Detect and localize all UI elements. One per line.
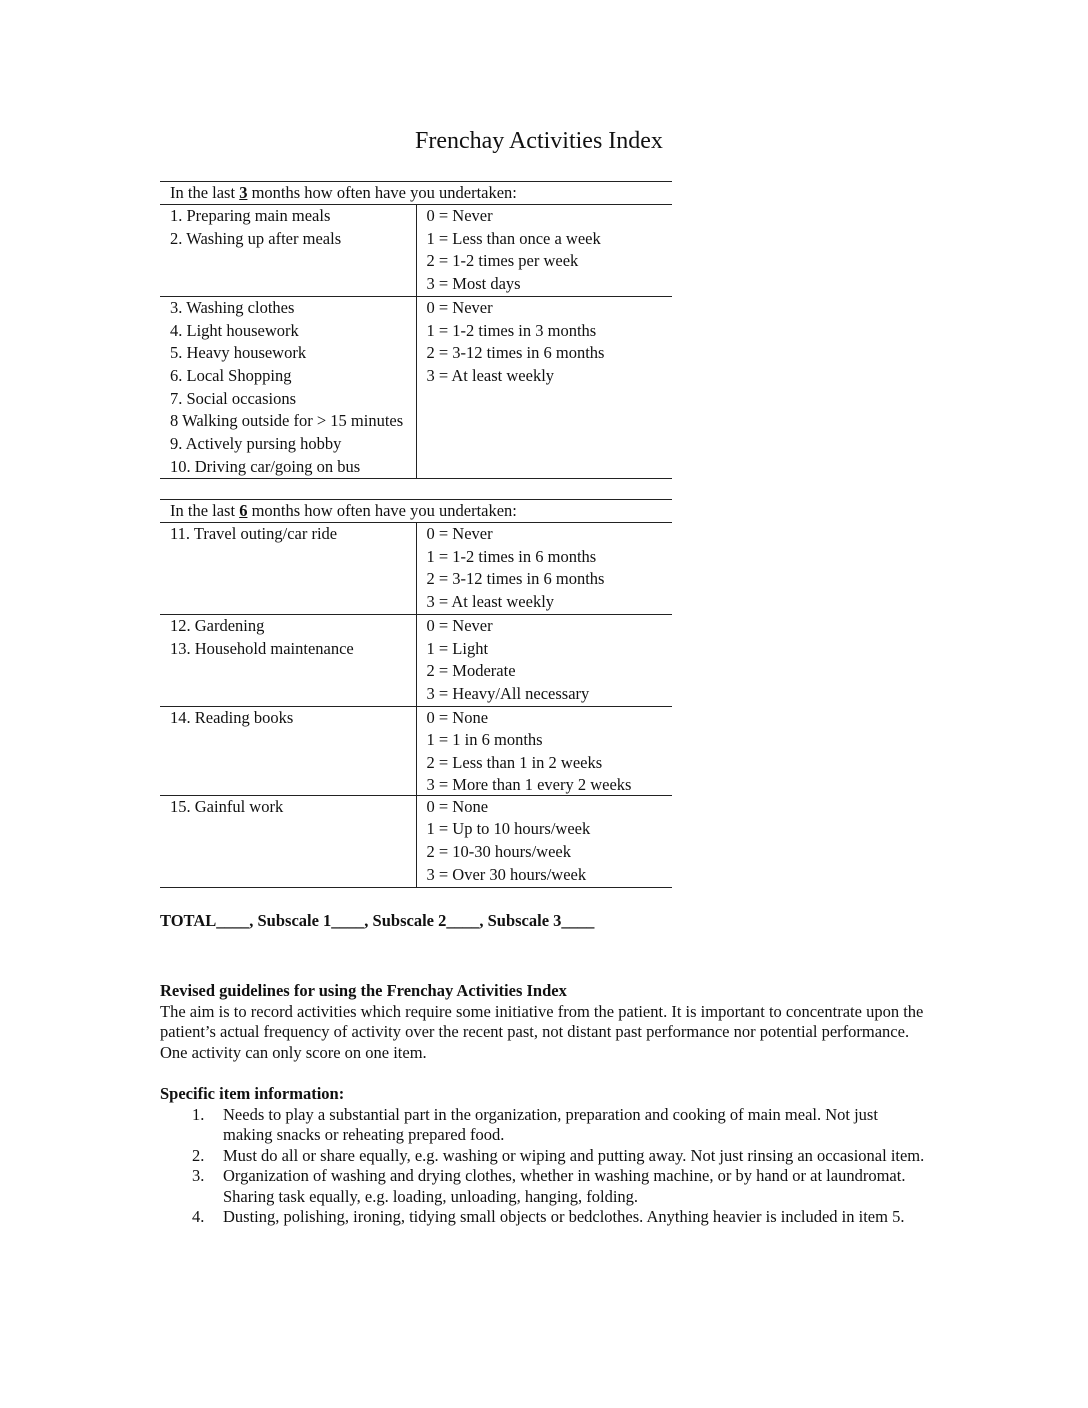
scale-option: 2 = 3-12 times in 6 months: [426, 569, 605, 589]
list-item: [160, 1207, 930, 1228]
list-item-text: Dusting, polishing, ironing, tidying small objects or bedclothes. Anything heavier is included in item 5.: [223, 1207, 905, 1226]
scale-cell: [416, 795, 672, 887]
guidelines-section: [160, 981, 930, 1228]
scale-option: 0 = Never: [426, 297, 493, 317]
table-body: [160, 182, 672, 479]
table-row: [160, 614, 672, 706]
scale-option: 3 = More than 1 every 2 weeks: [426, 774, 632, 794]
scale-option: 2 = 1-2 times per week: [426, 251, 579, 271]
table-header-row: [160, 500, 672, 523]
activity-item: 15. Gainful work: [170, 796, 284, 816]
scale-option: 0 = None: [426, 707, 489, 727]
activity-items-cell: [160, 523, 416, 615]
total-score-line: TOTAL____, Subscale 1____, Subscale 2____, Subscale 3____: [160, 911, 595, 930]
header-prefix: In the last: [170, 183, 240, 202]
scale-cell: [416, 205, 672, 297]
activity-item: 14. Reading books: [170, 707, 294, 727]
list-item-text: Must do all or share equally, e.g. washing or wiping and putting away. Not just rinsing an occasional item.: [223, 1145, 925, 1165]
table-row: [160, 205, 672, 297]
activity-item: 11. Travel outing/car ride: [170, 524, 338, 543]
scale-option: 1 = 1-2 times in 6 months: [426, 546, 597, 566]
scale-option: 3 = Heavy/All necessary: [426, 683, 590, 703]
table-row: [160, 706, 672, 795]
header-prefix: In the last: [170, 501, 240, 520]
activity-item: 7. Social occasions: [170, 388, 297, 408]
activity-items-cell: [160, 706, 416, 795]
scale-option: 2 = Moderate: [426, 661, 516, 681]
scale-option: 1 = Less than once a week: [426, 228, 601, 248]
table-header-row: [160, 182, 672, 205]
header-period-number: 6: [239, 501, 248, 520]
scale-option: 1 = Up to 10 hours/week: [426, 819, 591, 839]
activity-item: 4. Light housework: [170, 320, 299, 340]
scale-option: 1 = Light: [426, 638, 489, 658]
list-item-number: 2.: [192, 1145, 205, 1165]
table-body: [160, 500, 672, 888]
table-row: [160, 523, 672, 615]
list-item-text: Needs to play a substantial part in the organization, preparation and cooking of main meal. Not just making snacks or reheating prepared food.: [223, 1104, 878, 1144]
scale-option: 0 = Never: [426, 615, 493, 635]
activity-item: 9. Actively pursing hobby: [170, 434, 342, 454]
scale-option: 3 = At least weekly: [426, 592, 555, 612]
scale-option: 0 = Never: [426, 524, 493, 543]
activity-item: 2. Washing up after meals: [170, 228, 342, 248]
header-suffix: months how often have you undertaken:: [247, 183, 517, 202]
activity-item: 13. Household maintenance: [170, 638, 354, 658]
list-item: [160, 1166, 930, 1207]
activity-item: 12. Gardening: [170, 615, 265, 635]
activity-item: 1. Preparing main meals: [170, 206, 331, 225]
list-item: [160, 1146, 930, 1167]
scale-option: 2 = Less than 1 in 2 weeks: [426, 753, 603, 773]
activity-item: 10. Driving car/going on bus: [170, 456, 361, 476]
activity-item: 5. Heavy housework: [170, 343, 307, 363]
scale-option: 1 = 1 in 6 months: [426, 730, 543, 750]
specific-info-title: Specific item information:: [160, 1084, 345, 1103]
list-item-number: 1.: [192, 1104, 205, 1124]
activity-item: 8 Walking outside for > 15 minutes: [170, 411, 404, 431]
activity-item: 6. Local Shopping: [170, 365, 292, 385]
specific-info-list: [160, 1105, 930, 1228]
scale-option: 2 = 3-12 times in 6 months: [426, 343, 605, 363]
table-row: [160, 795, 672, 887]
scale-cell: [416, 706, 672, 795]
activities-table-3-months: [160, 181, 672, 479]
activity-items-cell: [160, 296, 416, 479]
list-item-number: 4.: [192, 1207, 205, 1226]
table-row: [160, 296, 672, 479]
scale-option: 2 = 10-30 hours/week: [426, 842, 571, 862]
list-item-number: 3.: [192, 1166, 205, 1185]
scale-option: 0 = Never: [426, 206, 493, 225]
header-period-number: 3: [239, 183, 248, 202]
page-title: Frenchay Activities Index: [415, 128, 663, 154]
activity-items-cell: [160, 205, 416, 297]
activity-item: 3. Washing clothes: [170, 297, 295, 317]
guidelines-title: Revised guidelines for using the Frenchay Activities Index: [160, 981, 567, 1000]
scale-cell: [416, 614, 672, 706]
list-item: [160, 1105, 930, 1146]
header-suffix: months how often have you undertaken:: [247, 501, 517, 520]
scale-option: 0 = None: [426, 796, 489, 816]
scale-option: 3 = At least weekly: [426, 365, 555, 385]
list-item-text: Organization of washing and drying clothes, whether in washing machine, or by hand or at laundromat. Sharing task equally, e.g. loading, unloading, hanging, folding.: [223, 1166, 906, 1206]
scale-cell: [416, 296, 672, 479]
scale-option: 1 = 1-2 times in 3 months: [426, 320, 597, 340]
table-header: [160, 182, 672, 205]
scale-option: 3 = Over 30 hours/week: [426, 864, 587, 884]
scale-cell: [416, 523, 672, 615]
activity-items-cell: [160, 614, 416, 706]
guidelines-body: The aim is to record activities which require some initiative from the patient. It is important to concentrate upon the patient’s actual frequency of activity over the recent past, not distant past performance nor potential performance. One activity can only score on one item.: [160, 1001, 924, 1062]
table-header: [160, 500, 672, 523]
activities-table-6-months: [160, 499, 672, 888]
activity-items-cell: [160, 795, 416, 887]
scale-option: 3 = Most days: [426, 274, 521, 294]
